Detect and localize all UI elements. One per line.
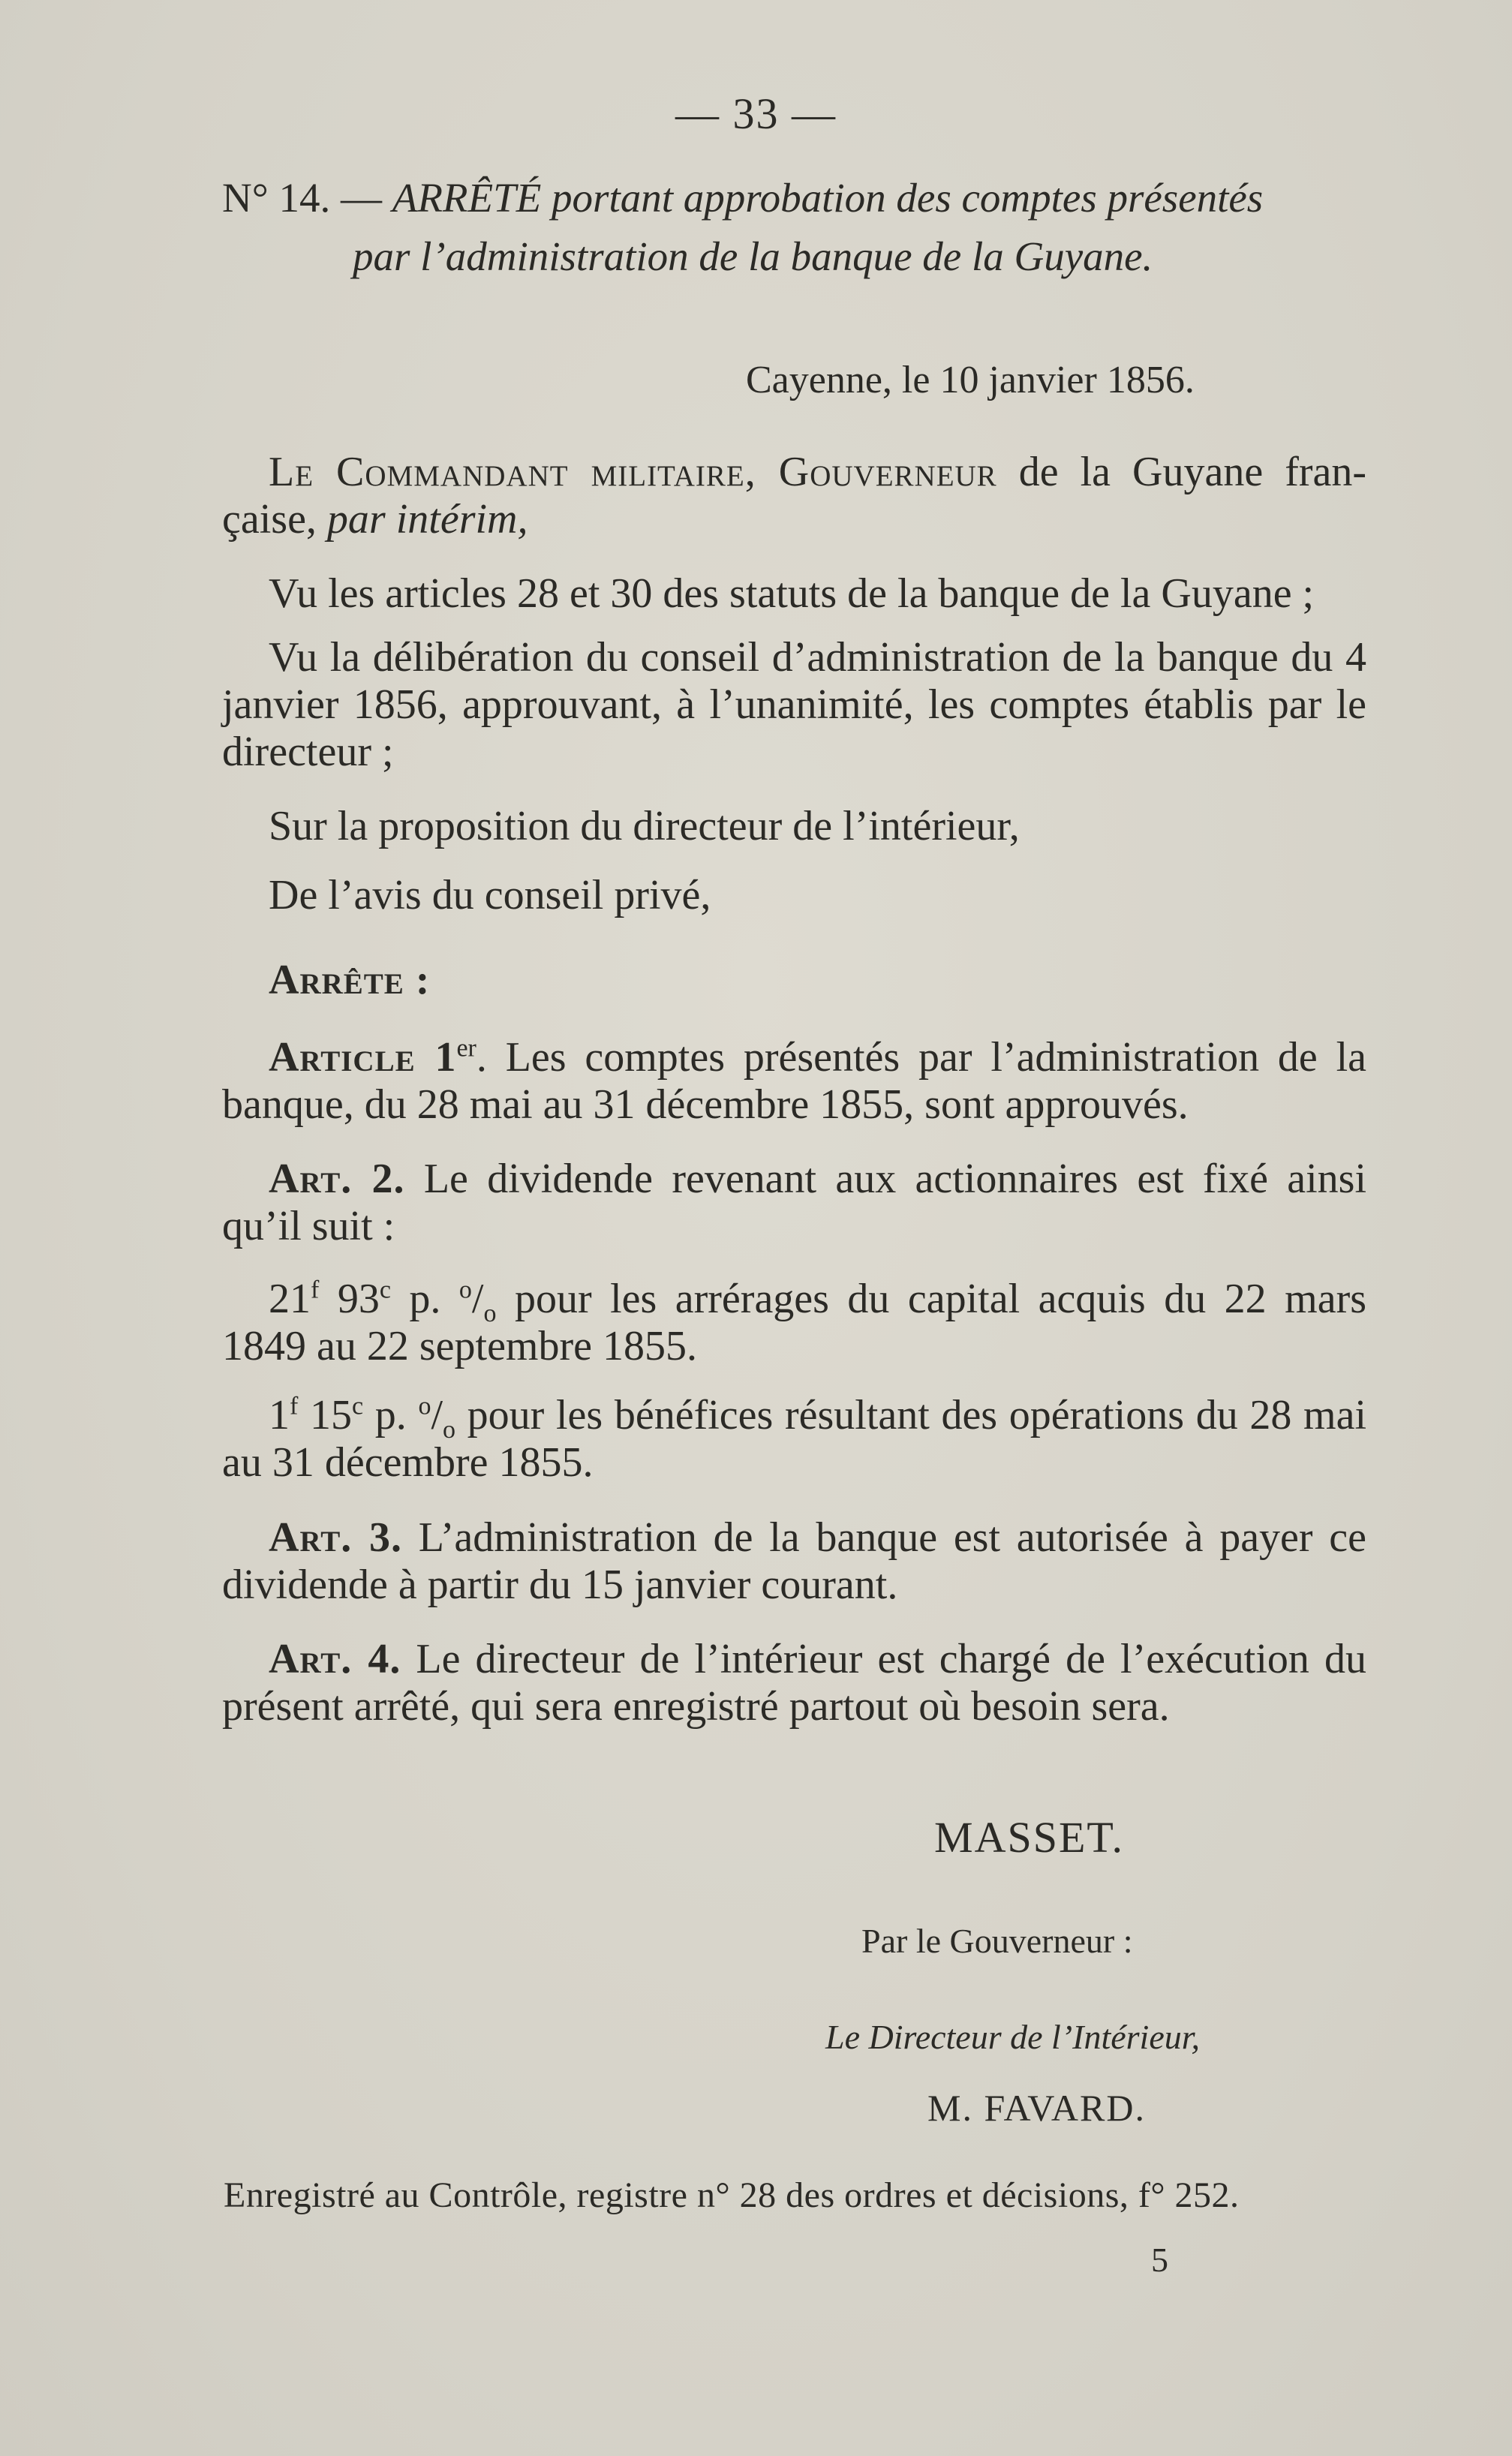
preamble-title: Le Commandant militaire, Gouverneur	[269, 449, 997, 495]
printer-signature-mark: 5	[1151, 2241, 1168, 2279]
directeur-title: Le Directeur de l’Intérieur,	[825, 2018, 1201, 2056]
document-heading-line1	[222, 174, 1263, 221]
article-3	[222, 1514, 1366, 1609]
dividend-1-text: pour les arrérages du capital acquis du 22 mars 1849 au 22 septembre 1855.	[222, 1276, 1367, 1369]
dividend-1-pct-bottom: o	[483, 1300, 497, 1328]
preamble-interim: par intérim,	[326, 496, 528, 543]
dividend-2-f-sup: f	[290, 1392, 299, 1420]
preamble-rest: de la Guyane fran-çaise,	[222, 449, 1366, 543]
article-3-label: Art. 3.	[269, 1514, 402, 1561]
arrete-label: Arrête :	[269, 957, 431, 1003]
article-4-label: Art. 4.	[269, 1636, 401, 1682]
arrete-heading	[222, 957, 1366, 1004]
dividend-2-cents: 15	[298, 1392, 352, 1438]
article-4	[222, 1636, 1366, 1730]
dividend-1	[222, 1276, 1366, 1370]
article-1-sup: er	[456, 1034, 476, 1063]
dividend-2-francs: 1	[269, 1392, 290, 1438]
article-4-text: Le directeur de l’intérieur est chargé de l’exécution du présent arrêté, qui sera enregistré partout où besoin sera.	[222, 1636, 1366, 1730]
dividend-2-p: p.	[363, 1392, 419, 1438]
dividend-2-pct-slash: /	[431, 1392, 443, 1438]
dateline: Cayenne, le 10 janvier 1856.	[746, 359, 1195, 401]
article-1-text: . Les comptes présentés par l’administration de la banque, du 28 mai au 31 décembre 1855, sont approuvés.	[222, 1034, 1366, 1128]
dividend-2-c-sup: c	[352, 1392, 364, 1420]
sur-proposition: Sur la proposition du directeur de l’intérieur,	[269, 803, 1020, 849]
article-2-label: Art. 2.	[269, 1156, 405, 1202]
preamble	[222, 449, 1366, 543]
par-le-gouverneur: Par le Gouverneur :	[861, 1922, 1133, 1960]
article-2-text: Le dividende revenant aux actionnaires est fixé ainsi qu’il suit :	[222, 1156, 1367, 1249]
dividend-2-text: pour les bénéfices résultant des opérations du 28 mai au 31 décembre 1855.	[222, 1392, 1367, 1486]
avis-conseil: De l’avis du conseil privé,	[269, 872, 711, 918]
article-1-label: Article 1	[269, 1034, 457, 1081]
dividend-1-f-sup: f	[311, 1276, 320, 1304]
dividend-2	[222, 1392, 1366, 1487]
article-3-text: L’administration de la banque est autorisée à payer ce dividende à partir du 15 janvier courant.	[222, 1514, 1366, 1608]
signature-favard: M. FAVARD.	[927, 2087, 1146, 2129]
dividend-1-pct-slash: /	[471, 1276, 484, 1322]
article-2	[222, 1156, 1366, 1250]
dividend-2-pct-bottom: o	[443, 1416, 455, 1444]
page-number: — 33 —	[675, 89, 837, 138]
dividend-2-pct-top: o	[418, 1392, 431, 1420]
document-title-line1: ARRÊTÉ portant approbation des comptes présentés	[392, 175, 1264, 221]
document-title-line2: par l’administration de la banque de la Guyane.	[353, 233, 1153, 279]
dividend-1-c-sup: c	[379, 1276, 391, 1304]
registration-note: Enregistré au Contrôle, registre n° 28 des ordres et décisions, f° 252.	[224, 2175, 1240, 2215]
document-number: N° 14.	[222, 175, 331, 221]
dividend-1-p: p.	[390, 1276, 459, 1322]
heading-dash: —	[340, 175, 382, 221]
signature-masset: MASSET.	[934, 1813, 1125, 1862]
vu-articles: Vu les articles 28 et 30 des statuts de la banque de la Guyane ;	[269, 570, 1315, 617]
dividend-1-francs: 21	[269, 1276, 311, 1322]
article-1	[222, 1034, 1366, 1129]
dividend-1-pct-top: o	[458, 1276, 472, 1304]
dividend-1-cents: 93	[319, 1276, 380, 1322]
vu-deliberation: Vu la délibération du conseil d’administration de la banque du 4 janvier 1856, approuvant, à l’unanimité, les comptes établis par le directeur ;	[222, 634, 1366, 775]
